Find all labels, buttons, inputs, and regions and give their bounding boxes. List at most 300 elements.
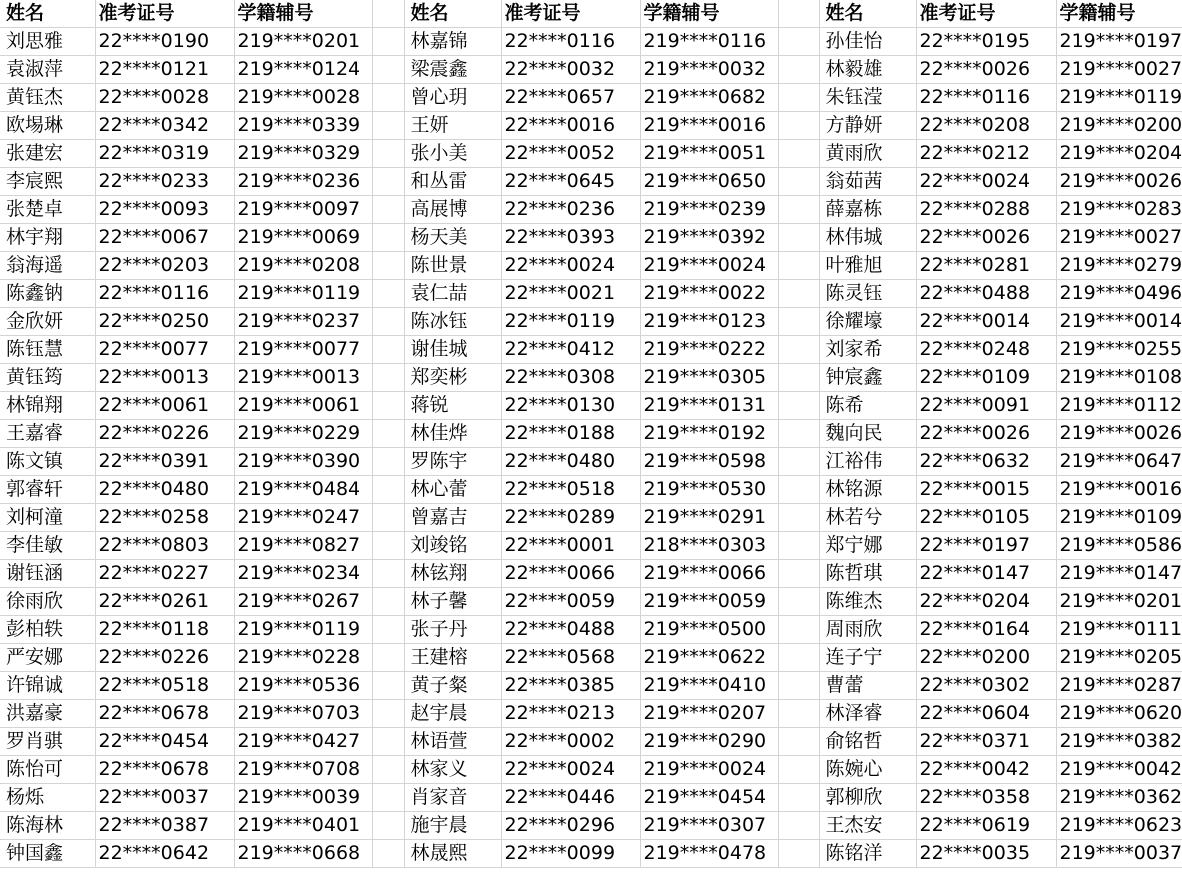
name-cell[interactable]: 陈怡可 [0,756,95,784]
name-cell[interactable]: 蒋锐 [404,392,501,420]
student-id-cell[interactable]: 219****0119 [1056,84,1182,112]
exam-id-cell[interactable]: 22****0130 [501,392,640,420]
name-cell[interactable]: 林铭源 [819,476,916,504]
gap-cell[interactable] [778,448,819,476]
exam-id-cell[interactable]: 22****0203 [95,252,234,280]
exam-id-cell[interactable]: 22****0015 [916,476,1056,504]
name-cell[interactable]: 肖家音 [404,784,501,812]
gap-cell[interactable] [372,784,404,812]
gap-cell[interactable] [372,364,404,392]
student-id-cell[interactable]: 219****0197 [1056,28,1182,56]
name-cell[interactable]: 翁茹茜 [819,168,916,196]
gap-cell[interactable] [778,420,819,448]
exam-id-cell[interactable]: 22****0302 [916,672,1056,700]
student-id-cell[interactable]: 219****0247 [234,504,372,532]
student-id-cell[interactable]: 219****0622 [640,644,778,672]
student-id-cell[interactable]: 219****0267 [234,588,372,616]
student-id-cell[interactable]: 219****0131 [640,392,778,420]
exam-id-cell[interactable]: 22****0642 [95,840,234,868]
name-cell[interactable]: 黄雨欣 [819,140,916,168]
gap-cell[interactable] [778,840,819,868]
exam-id-cell[interactable]: 22****0480 [501,448,640,476]
gap-cell[interactable] [372,476,404,504]
name-cell[interactable]: 王妍 [404,112,501,140]
name-cell[interactable]: 林子馨 [404,588,501,616]
name-cell[interactable]: 林铉翔 [404,560,501,588]
gap-cell[interactable] [372,560,404,588]
exam-id-cell[interactable]: 22****0226 [95,420,234,448]
gap-cell[interactable] [778,476,819,504]
gap-cell[interactable] [372,504,404,532]
exam-id-cell[interactable]: 22****0105 [916,504,1056,532]
student-id-cell[interactable]: 219****0598 [640,448,778,476]
name-cell[interactable]: 曹蕾 [819,672,916,700]
exam-id-cell[interactable]: 22****0016 [501,112,640,140]
exam-id-cell[interactable]: 22****0013 [95,364,234,392]
student-id-cell[interactable]: 219****0454 [640,784,778,812]
student-id-cell[interactable]: 219****0039 [234,784,372,812]
name-cell[interactable]: 谢钰涵 [0,560,95,588]
student-id-cell[interactable]: 219****0362 [1056,784,1182,812]
name-cell[interactable]: 徐雨欣 [0,588,95,616]
name-cell[interactable]: 和丛雷 [404,168,501,196]
name-cell[interactable]: 刘思雅 [0,28,95,56]
exam-id-cell[interactable]: 22****0248 [916,336,1056,364]
exam-id-cell[interactable]: 22****0208 [916,112,1056,140]
gap-cell[interactable] [778,112,819,140]
gap-cell[interactable] [778,756,819,784]
name-cell[interactable]: 林锦翔 [0,392,95,420]
student-id-cell[interactable]: 219****0307 [640,812,778,840]
exam-id-cell[interactable]: 22****0645 [501,168,640,196]
student-id-cell[interactable]: 219****0069 [234,224,372,252]
name-cell[interactable]: 李佳敏 [0,532,95,560]
gap-cell[interactable] [372,252,404,280]
name-cell[interactable]: 林若兮 [819,504,916,532]
student-id-cell[interactable]: 219****0027 [1056,224,1182,252]
name-cell[interactable]: 高展博 [404,196,501,224]
student-id-cell[interactable]: 219****0392 [640,224,778,252]
student-id-cell[interactable]: 219****0234 [234,560,372,588]
gap-cell[interactable] [778,28,819,56]
exam-id-cell[interactable]: 22****0387 [95,812,234,840]
student-id-cell[interactable]: 219****0024 [640,252,778,280]
student-id-cell[interactable]: 219****0124 [234,56,372,84]
student-id-cell[interactable]: 218****0303 [640,532,778,560]
student-id-cell[interactable]: 219****0305 [640,364,778,392]
gap-cell[interactable] [372,28,404,56]
exam-id-cell[interactable]: 22****0226 [95,644,234,672]
gap-cell[interactable] [778,308,819,336]
exam-id-cell[interactable]: 22****0118 [95,616,234,644]
name-cell[interactable]: 俞铭哲 [819,728,916,756]
gap-cell[interactable] [778,364,819,392]
exam-id-cell[interactable]: 22****0002 [501,728,640,756]
exam-id-cell[interactable]: 22****0233 [95,168,234,196]
name-cell[interactable]: 徐耀壕 [819,308,916,336]
name-cell[interactable]: 陈钰慧 [0,336,95,364]
name-cell[interactable]: 陈铭洋 [819,840,916,868]
exam-id-cell[interactable]: 22****0164 [916,616,1056,644]
name-cell[interactable]: 郭柳欣 [819,784,916,812]
name-cell[interactable]: 黄钰筠 [0,364,95,392]
student-id-cell[interactable]: 219****0484 [234,476,372,504]
name-cell[interactable]: 陈灵钰 [819,280,916,308]
name-cell[interactable]: 严安娜 [0,644,95,672]
student-id-cell[interactable]: 219****0207 [640,700,778,728]
exam-id-cell[interactable]: 22****0052 [501,140,640,168]
name-cell[interactable]: 林语萱 [404,728,501,756]
name-cell[interactable]: 孙佳怡 [819,28,916,56]
exam-id-cell[interactable]: 22****0518 [95,672,234,700]
student-id-cell[interactable]: 219****0032 [640,56,778,84]
student-id-cell[interactable]: 219****0077 [234,336,372,364]
student-id-cell[interactable]: 219****0401 [234,812,372,840]
gap-cell[interactable] [778,588,819,616]
student-id-cell[interactable]: 219****0291 [640,504,778,532]
gap-cell[interactable] [372,616,404,644]
student-id-cell[interactable]: 219****0119 [234,616,372,644]
gap-cell[interactable] [778,812,819,840]
student-id-cell[interactable]: 219****0382 [1056,728,1182,756]
exam-id-cell[interactable]: 22****0035 [916,840,1056,868]
student-id-cell[interactable]: 219****0037 [1056,840,1182,868]
name-cell[interactable]: 赵宇晨 [404,700,501,728]
name-cell[interactable]: 王嘉睿 [0,420,95,448]
student-id-cell[interactable]: 219****0530 [640,476,778,504]
name-cell[interactable]: 周雨欣 [819,616,916,644]
name-cell[interactable]: 翁海遥 [0,252,95,280]
exam-id-cell[interactable]: 22****0289 [501,504,640,532]
student-id-cell[interactable]: 219****0668 [234,840,372,868]
name-cell[interactable]: 江裕伟 [819,448,916,476]
student-id-cell[interactable]: 219****0279 [1056,252,1182,280]
gap-cell[interactable] [778,784,819,812]
name-cell[interactable]: 罗肖骐 [0,728,95,756]
header-gap-cell[interactable] [778,0,819,28]
gap-cell[interactable] [778,700,819,728]
gap-cell[interactable] [372,728,404,756]
exam-id-cell[interactable]: 22****0121 [95,56,234,84]
exam-id-cell[interactable]: 22****0021 [501,280,640,308]
exam-id-cell[interactable]: 22****0190 [95,28,234,56]
gap-cell[interactable] [372,140,404,168]
gap-cell[interactable] [778,728,819,756]
name-cell[interactable]: 陈冰钰 [404,308,501,336]
student-id-cell[interactable]: 219****0204 [1056,140,1182,168]
name-cell[interactable]: 薛嘉栋 [819,196,916,224]
exam-id-cell[interactable]: 22****0258 [95,504,234,532]
student-id-cell[interactable]: 219****0027 [1056,56,1182,84]
header-exam-id-cell[interactable]: 准考证号 [501,0,640,28]
name-cell[interactable]: 林家义 [404,756,501,784]
student-id-cell[interactable]: 219****0013 [234,364,372,392]
name-cell[interactable]: 张楚卓 [0,196,95,224]
student-id-cell[interactable]: 219****0123 [640,308,778,336]
name-cell[interactable]: 梁震鑫 [404,56,501,84]
student-id-cell[interactable]: 219****0119 [234,280,372,308]
student-id-cell[interactable]: 219****0496 [1056,280,1182,308]
gap-cell[interactable] [372,840,404,868]
gap-cell[interactable] [778,252,819,280]
student-id-cell[interactable]: 219****0703 [234,700,372,728]
name-cell[interactable]: 刘竣铭 [404,532,501,560]
student-id-cell[interactable]: 219****0620 [1056,700,1182,728]
gap-cell[interactable] [778,336,819,364]
exam-id-cell[interactable]: 22****0212 [916,140,1056,168]
student-id-cell[interactable]: 219****0024 [640,756,778,784]
gap-cell[interactable] [372,700,404,728]
exam-id-cell[interactable]: 22****0227 [95,560,234,588]
student-id-cell[interactable]: 219****0192 [640,420,778,448]
exam-id-cell[interactable]: 22****0147 [916,560,1056,588]
exam-id-cell[interactable]: 22****0061 [95,392,234,420]
gap-cell[interactable] [372,448,404,476]
exam-id-cell[interactable]: 22****0188 [501,420,640,448]
student-id-cell[interactable]: 219****0237 [234,308,372,336]
gap-cell[interactable] [372,308,404,336]
name-cell[interactable]: 欧埸琳 [0,112,95,140]
exam-id-cell[interactable]: 22****0393 [501,224,640,252]
name-cell[interactable]: 张子丹 [404,616,501,644]
name-cell[interactable]: 陈世景 [404,252,501,280]
exam-id-cell[interactable]: 22****0116 [916,84,1056,112]
exam-id-cell[interactable]: 22****0026 [916,56,1056,84]
name-cell[interactable]: 连子宁 [819,644,916,672]
exam-id-cell[interactable]: 22****0446 [501,784,640,812]
name-cell[interactable]: 刘柯潼 [0,504,95,532]
gap-cell[interactable] [372,532,404,560]
name-cell[interactable]: 郑宁娜 [819,532,916,560]
exam-id-cell[interactable]: 22****0099 [501,840,640,868]
exam-id-cell[interactable]: 22****0319 [95,140,234,168]
gap-cell[interactable] [372,56,404,84]
name-cell[interactable]: 刘家希 [819,336,916,364]
exam-id-cell[interactable]: 22****0657 [501,84,640,112]
exam-id-cell[interactable]: 22****0296 [501,812,640,840]
student-id-cell[interactable]: 219****0116 [640,28,778,56]
name-cell[interactable]: 林泽睿 [819,700,916,728]
name-cell[interactable]: 林嘉锦 [404,28,501,56]
name-cell[interactable]: 黄子粲 [404,672,501,700]
name-cell[interactable]: 袁仁喆 [404,280,501,308]
name-cell[interactable]: 曾心玥 [404,84,501,112]
gap-cell[interactable] [778,280,819,308]
header-name-cell[interactable]: 姓名 [819,0,916,28]
student-id-cell[interactable]: 219****0827 [234,532,372,560]
header-exam-id-cell[interactable]: 准考证号 [916,0,1056,28]
name-cell[interactable]: 李宸熙 [0,168,95,196]
exam-id-cell[interactable]: 22****0568 [501,644,640,672]
gap-cell[interactable] [778,672,819,700]
exam-id-cell[interactable]: 22****0204 [916,588,1056,616]
student-id-cell[interactable]: 219****0287 [1056,672,1182,700]
student-id-cell[interactable]: 219****0061 [234,392,372,420]
exam-id-cell[interactable]: 22****0024 [501,252,640,280]
exam-id-cell[interactable]: 22****0518 [501,476,640,504]
exam-id-cell[interactable]: 22****0024 [501,756,640,784]
name-cell[interactable]: 陈婉心 [819,756,916,784]
exam-id-cell[interactable]: 22****0358 [916,784,1056,812]
name-cell[interactable]: 彭柏轶 [0,616,95,644]
gap-cell[interactable] [778,392,819,420]
gap-cell[interactable] [372,756,404,784]
name-cell[interactable]: 陈文镇 [0,448,95,476]
student-id-cell[interactable]: 219****0147 [1056,560,1182,588]
name-cell[interactable]: 杨烁 [0,784,95,812]
header-gap-cell[interactable] [372,0,404,28]
exam-id-cell[interactable]: 22****0077 [95,336,234,364]
header-exam-id-cell[interactable]: 准考证号 [95,0,234,28]
exam-id-cell[interactable]: 22****0091 [916,392,1056,420]
student-id-cell[interactable]: 219****0109 [1056,504,1182,532]
gap-cell[interactable] [372,196,404,224]
student-id-cell[interactable]: 219****0208 [234,252,372,280]
name-cell[interactable]: 林佳烨 [404,420,501,448]
gap-cell[interactable] [372,336,404,364]
exam-id-cell[interactable]: 22****0200 [916,644,1056,672]
student-id-cell[interactable]: 219****0014 [1056,308,1182,336]
name-cell[interactable]: 张小美 [404,140,501,168]
student-id-cell[interactable]: 219****0022 [640,280,778,308]
exam-id-cell[interactable]: 22****0001 [501,532,640,560]
header-student-id-cell[interactable]: 学籍辅号 [640,0,778,28]
name-cell[interactable]: 陈希 [819,392,916,420]
student-id-cell[interactable]: 219****0283 [1056,196,1182,224]
gap-cell[interactable] [778,616,819,644]
name-cell[interactable]: 郭睿轩 [0,476,95,504]
gap-cell[interactable] [778,196,819,224]
gap-cell[interactable] [372,672,404,700]
gap-cell[interactable] [372,224,404,252]
header-student-id-cell[interactable]: 学籍辅号 [1056,0,1182,28]
exam-id-cell[interactable]: 22****0028 [95,84,234,112]
gap-cell[interactable] [778,504,819,532]
exam-id-cell[interactable]: 22****0281 [916,252,1056,280]
name-cell[interactable]: 朱钰滢 [819,84,916,112]
header-name-cell[interactable]: 姓名 [404,0,501,28]
student-id-cell[interactable]: 219****0059 [640,588,778,616]
name-cell[interactable]: 黄钰杰 [0,84,95,112]
name-cell[interactable]: 魏向民 [819,420,916,448]
name-cell[interactable]: 陈哲琪 [819,560,916,588]
name-cell[interactable]: 洪嘉豪 [0,700,95,728]
student-id-cell[interactable]: 219****0255 [1056,336,1182,364]
student-id-cell[interactable]: 219****0236 [234,168,372,196]
name-cell[interactable]: 陈鑫钠 [0,280,95,308]
student-id-cell[interactable]: 219****0650 [640,168,778,196]
student-id-cell[interactable]: 219****0016 [640,112,778,140]
student-id-cell[interactable]: 219****0108 [1056,364,1182,392]
exam-id-cell[interactable]: 22****0026 [916,224,1056,252]
gap-cell[interactable] [372,168,404,196]
exam-id-cell[interactable]: 22****0197 [916,532,1056,560]
student-id-cell[interactable]: 219****0536 [234,672,372,700]
header-student-id-cell[interactable]: 学籍辅号 [234,0,372,28]
gap-cell[interactable] [778,168,819,196]
gap-cell[interactable] [778,56,819,84]
student-id-cell[interactable]: 219****0066 [640,560,778,588]
student-id-cell[interactable]: 219****0222 [640,336,778,364]
name-cell[interactable]: 叶雅旭 [819,252,916,280]
header-name-cell[interactable]: 姓名 [0,0,95,28]
exam-id-cell[interactable]: 22****0116 [95,280,234,308]
exam-id-cell[interactable]: 22****0250 [95,308,234,336]
gap-cell[interactable] [778,84,819,112]
exam-id-cell[interactable]: 22****0488 [501,616,640,644]
exam-id-cell[interactable]: 22****0037 [95,784,234,812]
name-cell[interactable]: 郑奕彬 [404,364,501,392]
name-cell[interactable]: 陈海林 [0,812,95,840]
exam-id-cell[interactable]: 22****0604 [916,700,1056,728]
exam-id-cell[interactable]: 22****0678 [95,756,234,784]
exam-id-cell[interactable]: 22****0488 [916,280,1056,308]
exam-id-cell[interactable]: 22****0371 [916,728,1056,756]
exam-id-cell[interactable]: 22****0288 [916,196,1056,224]
student-id-cell[interactable]: 219****0647 [1056,448,1182,476]
exam-id-cell[interactable]: 22****0632 [916,448,1056,476]
student-id-cell[interactable]: 219****0026 [1056,168,1182,196]
exam-id-cell[interactable]: 22****0026 [916,420,1056,448]
student-id-cell[interactable]: 219****0201 [1056,588,1182,616]
student-id-cell[interactable]: 219****0290 [640,728,778,756]
exam-id-cell[interactable]: 22****0093 [95,196,234,224]
exam-id-cell[interactable]: 22****0261 [95,588,234,616]
exam-id-cell[interactable]: 22****0678 [95,700,234,728]
gap-cell[interactable] [372,280,404,308]
name-cell[interactable]: 方静妍 [819,112,916,140]
name-cell[interactable]: 钟国鑫 [0,840,95,868]
exam-id-cell[interactable]: 22****0391 [95,448,234,476]
gap-cell[interactable] [778,224,819,252]
student-id-cell[interactable]: 219****0111 [1056,616,1182,644]
exam-id-cell[interactable]: 22****0195 [916,28,1056,56]
name-cell[interactable]: 杨天美 [404,224,501,252]
student-id-cell[interactable]: 219****0478 [640,840,778,868]
gap-cell[interactable] [778,644,819,672]
exam-id-cell[interactable]: 22****0385 [501,672,640,700]
student-id-cell[interactable]: 219****0228 [234,644,372,672]
exam-id-cell[interactable]: 22****0803 [95,532,234,560]
student-id-cell[interactable]: 219****0201 [234,28,372,56]
gap-cell[interactable] [372,812,404,840]
name-cell[interactable]: 许锦诚 [0,672,95,700]
student-id-cell[interactable]: 219****0051 [640,140,778,168]
name-cell[interactable]: 林心蕾 [404,476,501,504]
exam-id-cell[interactable]: 22****0308 [501,364,640,392]
gap-cell[interactable] [778,140,819,168]
gap-cell[interactable] [372,420,404,448]
gap-cell[interactable] [372,84,404,112]
student-id-cell[interactable]: 219****0682 [640,84,778,112]
name-cell[interactable]: 曾嘉吉 [404,504,501,532]
student-id-cell[interactable]: 219****0586 [1056,532,1182,560]
exam-id-cell[interactable]: 22****0066 [501,560,640,588]
student-id-cell[interactable]: 219****0112 [1056,392,1182,420]
exam-id-cell[interactable]: 22****0342 [95,112,234,140]
student-id-cell[interactable]: 219****0708 [234,756,372,784]
name-cell[interactable]: 王建榕 [404,644,501,672]
name-cell[interactable]: 金欣妍 [0,308,95,336]
name-cell[interactable]: 林毅雄 [819,56,916,84]
gap-cell[interactable] [372,112,404,140]
gap-cell[interactable] [372,392,404,420]
student-id-cell[interactable]: 219****0427 [234,728,372,756]
student-id-cell[interactable]: 219****0390 [234,448,372,476]
exam-id-cell[interactable]: 22****0454 [95,728,234,756]
exam-id-cell[interactable]: 22****0213 [501,700,640,728]
student-id-cell[interactable]: 219****0200 [1056,112,1182,140]
